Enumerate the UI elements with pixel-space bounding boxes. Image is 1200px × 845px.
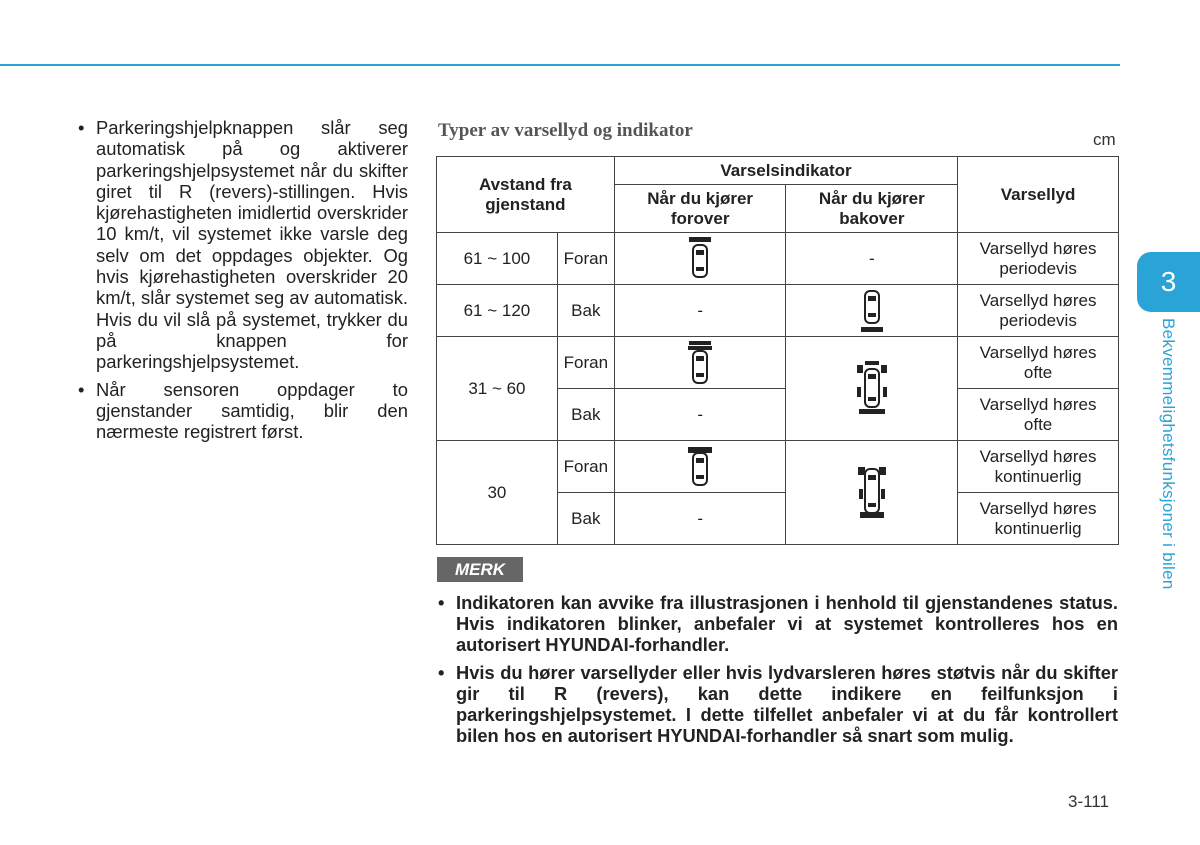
backward-cell — [786, 337, 958, 441]
backward-cell — [786, 285, 958, 337]
front-near-sensor-icon — [684, 447, 716, 487]
sound-cell: Varsellyd høres periodevis — [958, 285, 1119, 337]
backward-cell — [786, 441, 958, 545]
distance-cell: 61 ~ 120 — [437, 285, 558, 337]
header-distance: Avstand fra gjenstand — [437, 157, 615, 233]
forward-cell: - — [614, 389, 786, 441]
front-far-sensor-icon — [686, 237, 714, 281]
header-rule — [0, 64, 1120, 66]
position-cell: Bak — [557, 493, 614, 545]
position-cell: Bak — [557, 285, 614, 337]
left-bullet: • Parkeringshjelpknappen slår seg automatisk på og aktiverer parkeringshjelpsystemet når du skifter giret til R (revers)-stillingen. Hvis kjørehastigheten imidlertid overskrider 10 km/t, vil systemet ikke varsle deg selv om det oppdages objekter. Og hvis kjørehastigheten overskrider 20 km/t, slår systemet seg av automatisk. Hvis du vil slå på systemet, trykker du på knappen for parkeringshjelpsystemet. — [78, 117, 408, 373]
page-number: 3-111 — [1068, 792, 1109, 811]
rear-far-sensor-icon — [858, 289, 886, 333]
both-near-sensor-icon — [854, 465, 890, 521]
position-cell: Foran — [557, 337, 614, 389]
note-item: • Hvis du hører varsellyder eller hvis lydvarsleren høres støtvis når du skifter gir til R (revers), kan dette indikere en feilfunksjon i parkeringshjelpsystemet. I dette tilfellet anbefaler vi at du får kontrollert bilen hos en autorisert HYUNDAI-forhandler så snart som mulig. — [438, 662, 1118, 746]
sound-cell: Varsellyd høres kontinuerlig — [958, 441, 1119, 493]
forward-cell: - — [614, 285, 786, 337]
notes-section — [438, 592, 1118, 753]
front-mid-sensor-icon — [684, 341, 716, 385]
forward-cell: - — [614, 493, 786, 545]
left-column — [78, 117, 408, 448]
position-cell: Foran — [557, 233, 614, 285]
backward-cell: - — [786, 233, 958, 285]
chapter-tab: 3 — [1137, 252, 1200, 312]
note-item: • Indikatoren kan avvike fra illustrasjonen i henhold til gjenstandenes status. Hvis indikatoren blinker, anbefaler vi at systemet kontrolleres hos en autorisert HYUNDAI-forhandler. — [438, 592, 1118, 655]
distance-cell: 61 ~ 100 — [437, 233, 558, 285]
header-backward: Når du kjører bakover — [786, 185, 958, 233]
header-forward: Når du kjører forover — [614, 185, 786, 233]
note-label: MERK — [437, 557, 523, 582]
table-title: Typer av varsellyd og indikator — [438, 120, 693, 141]
forward-cell — [614, 441, 786, 493]
warning-table — [436, 156, 1119, 545]
left-bullet: • Når sensoren oppdager to gjenstander samtidig, blir den nærmeste registrert først. — [78, 379, 408, 443]
sound-cell: Varsellyd høres ofte — [958, 337, 1119, 389]
header-indicator: Varselsindikator — [614, 157, 957, 185]
position-cell: Bak — [557, 389, 614, 441]
both-mid-sensor-icon — [854, 361, 890, 417]
sound-cell: Varsellyd høres ofte — [958, 389, 1119, 441]
position-cell: Foran — [557, 441, 614, 493]
forward-cell — [614, 233, 786, 285]
distance-cell: 30 — [437, 441, 558, 545]
table-unit: cm — [1093, 130, 1116, 149]
chapter-title: Bekvemmelighetsfunksjoner i bilen — [1159, 318, 1178, 590]
forward-cell — [614, 337, 786, 389]
sound-cell: Varsellyd høres kontinuerlig — [958, 493, 1119, 545]
header-sound: Varsellyd — [958, 157, 1119, 233]
distance-cell: 31 ~ 60 — [437, 337, 558, 441]
sound-cell: Varsellyd høres periodevis — [958, 233, 1119, 285]
